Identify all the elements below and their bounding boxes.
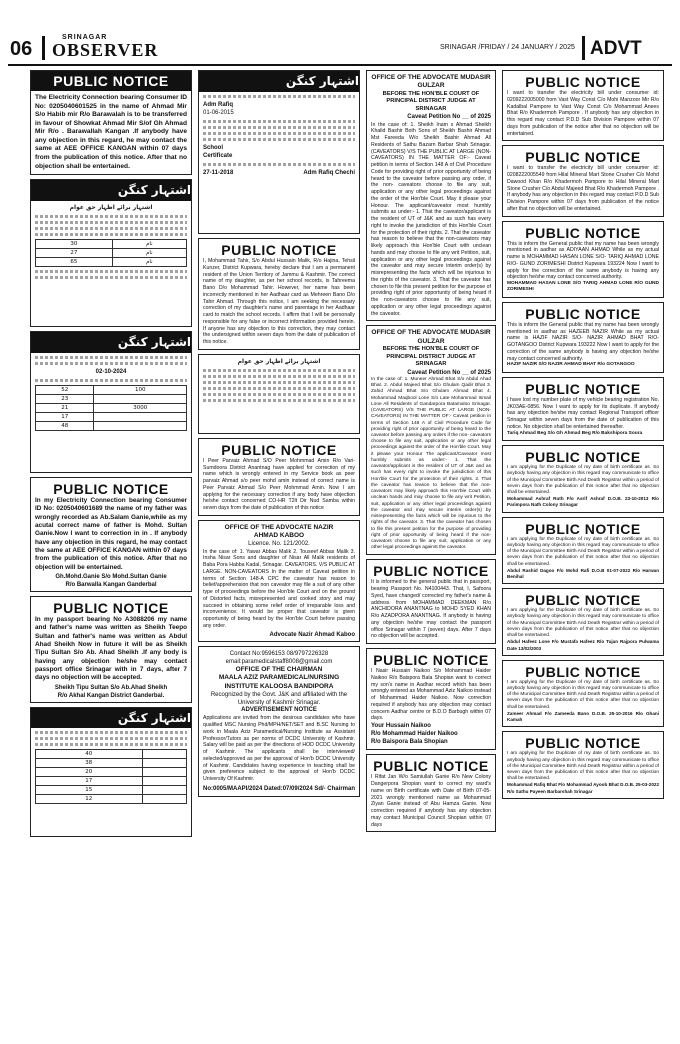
contact-email: email:paramedicalstaff8008@gmail.com (225, 658, 333, 665)
table-row (36, 786, 187, 795)
urdu-text-line (35, 233, 187, 236)
notice-body: In the case of: 1. Yawar Abbas Malik 2. Touseef Abbas Malik 3. Insha Nisar Sons and daughter of Nisar All Malik residents of Baba Pora Habba Kadal, Srinagar. CAVEATORS. V/S PUBLIC AT LARGE. NON-CAVEATORS In the matter of Caveat petition in terms of Section 148-A CPC the caveator has reason to belief/apprehension that non caveator may file a suit of any other type of proceedings before the Hon'ble Court and on the ground of Distorted facts, misrepresented and cooked story and may succeed in obtaining some relief order of irreparable loss and inconvenience. It would be proper that caveator is given opportunity of being heard by the Hon'ble Court before passing any order. (203, 548, 355, 629)
notice-body: I, Mohammad Tahir, S/o Abdul Hussain Malik, R/o Hajina, Tehsil Kunzer, District Kupwara, hereby declare that I am a permanent resident of the Union Territory of Jammu & Kashmir. The correct name of my daughter, as per her school records, is Tahreema Bano D/o Mohammad Tahir. However, her name has been incorrectly mentioned in her Aadhaar card as Mehreen Bano D/o Tahir Ahmad. Through this notice, I am seeking the necessary correction of my daughter's name and parentage in her Aadhaar card to match the school records. I affirm that I will be personally responsible for any false or incorrect information provided herein. If anyone has any objection to this correction, they may contact the undersigned within seven days from the date of publication of this notice. (203, 258, 355, 345)
table-cell: 38 (36, 759, 143, 768)
notice-title: PUBLIC NOTICE (525, 449, 641, 466)
notice-body: In the case of: 1. Muneer Ahmad Bhat S/o Abdul Ahad Bhat. 2. Abdul Majeed Bhat S/o Ghulam Qadir Bhat 3. Zahid Ahmad Bhat S/o Ghulam Ahmad Bhat 4. Mohammad Maqbool Lone S/o Late Mohammad Ismail Lone All Residents of Gandarpora Batamaloo Srinagar. (CAVEATORS) V/S THE PUBLIC AT LARGE (NON-CAVEATORS) IN THE MATTER OF:- Caveat petition in terms of Section 148 A of Civil Procedure Code for providing right of prior opportunity of being heard to the caveator before passing any orders if the non- caveators choose to file any suit, application or any other legal proceedings against the order of the Hon'ble Court. May it please your Honour The applicant/Caveator most humbly submits as under:- 1. That the caveator/applicant is the resident of UT of J&K and as such has every right to invoke the jurisdiction of this Hon'ble Court for the protection of their rights. 2. That the caveator has reason to believe that the non-caveators may likely approach this Hon'ble Court with unclean hands and may choose to file any writ Petition, suit, application or any other legal proceedings against the caveator and may secure interim order(s) by misrepresenting the facts which will be injurious to the rights of the caveator. 3. That the caveator has chosen to file this present petition for the purpose of providing right of prior opportunity of being heard if the non-caveators choose to file any suit, application or any other legal proceedings against the caveator. (371, 376, 491, 551)
notice-body: In my passport bearing No A3088206 my name and father's name was written as Sheikh Teepo Sultan and father's name was written as Abdul Ahad Sheikh Now in future it will be as Sheikh Tipu Sultan S/o Ab. Ahad Sheikh .If any body is having any objection he/she may contact passport office Srinagar with in 7 days, after 7 days no objection will be accepted. (35, 616, 187, 682)
table-cell: 30 (36, 240, 113, 249)
urdu-text-line (203, 95, 355, 98)
notice-signature: Abdul Hafeez Lone F/o Mustafa Hafeez R/o Tujan Rajpora Pulwama Date 13/02/2003 (507, 639, 659, 651)
notice-body: I am applying for the Duplicate of my date of birth certificate as. So anybody having any objection in this regard may communicate to office of the Municipal Committee Birth And Death Registrar within a period of seven days from the publication of this notice after that no objection shall be entertained. (507, 751, 659, 782)
notice-title: PUBLIC NOTICE (373, 758, 489, 775)
contact-number: Contact No:9596153 08/9797226328 (229, 650, 329, 657)
notice-signature: Mohammad Rafiq Bhat F/o Mohammad Ayoob Bhat D.O.B. 25-03-2022 R/o Sathu Payeen Barbarshah Srinagar (507, 782, 659, 794)
urdu-text-line (35, 356, 187, 359)
table-cell (142, 759, 186, 768)
notice-body: I Nasir Hussain Naikoo S/o Mohammad Haider Naikoo R/o Baispora Bala Shopian want to correct my son's name in Aadhar record which has been wrongly entered as Mohammad Aziz Naikoo instead of Mohammad Haider Naikoo. Now correction required if anybody has any objection may contact concern Aadhar centre or B.D.O Barbugh within 07 days. (371, 668, 491, 722)
column-3 (366, 70, 496, 836)
advocate-kaboo-notice (198, 520, 360, 642)
section-tag: ADVT (590, 38, 642, 59)
public-notice-electricity-2 (502, 145, 664, 216)
urdu-text-line (35, 731, 187, 734)
urdu-text-line (203, 132, 355, 135)
advocate-office-title: OFFICE OF THE ADVOCATE MUDASIR GULZAR (371, 329, 491, 345)
public-notice-aadhaar-daughter (198, 238, 360, 350)
urdu-notice-2 (198, 354, 360, 434)
table-cell (142, 786, 186, 795)
notice-body: I have lost my number plate of my vehicle bearing registration No. JK03AE-0856. Now I want to apply for its duplicate. If anybody has any objection he/she may contact Regional Transport officer Srinagar within seven days from the date of publication of this notice. No objection shall be entertained thereafter. (507, 396, 659, 430)
advocate-office-title: OFFICE OF THE ADVOCATE MUDASIR GULZAR (371, 74, 491, 90)
notice-signature: HAZIF NAZIR S/O NAZIR AHMAD BHAT R/o GOTANGOO (507, 362, 635, 368)
notice-title: PUBLIC NOTICE (525, 74, 641, 90)
urdu-notice-1 (30, 179, 192, 327)
public-notice-number-plate (502, 377, 664, 441)
notice-title: PUBLIC NOTICE (53, 600, 169, 617)
urdu-notice-name: Adm Rafiq (203, 101, 233, 108)
page-number: 06 (10, 38, 33, 60)
advocate-office-title: OFFICE OF THE ADVOCATE NAZIR (224, 523, 334, 531)
paper-prefix: SRINAGAR (62, 34, 108, 41)
urdu-text-line (35, 270, 187, 273)
notice-signature: Zameer Ahmad F/o Zameeda Bano D.O.B. 25-10-2016 R/o Ghani Kamah (507, 710, 659, 723)
public-notice-electricity-1 (502, 70, 664, 141)
table-row (36, 750, 187, 759)
public-notice-aadhar-son (366, 648, 496, 750)
public-notice-aadhar-2 (502, 302, 664, 373)
notice-signature: R/o Baispora Bala Shopian (371, 739, 448, 746)
court-title: BEFORE THE HON'BLE COURT OF PRINCIPAL DISTRICT JUDGE AT SRINAGAR (382, 346, 480, 368)
table-cell (142, 750, 186, 759)
notice-body: I am applying for the Duplicate of my date of birth certificate as. So anybody having any objection in this regard may communicate to office of the Municipal Committee Birth And Death Registrar within a period of seven days from the publication of this notice after that no objection shall be entertained. (507, 608, 659, 639)
urdu-notice-head: اشتہار برائے اظہار حق عوام (69, 203, 153, 211)
urdu-notice-3 (30, 707, 192, 837)
urdu-text-line (203, 126, 355, 129)
notice-signature: Tariq Ahmad Beg S/o Gh Ahmad Beg R/o Bakshipora Soura (507, 430, 643, 436)
petition-number: Caveat Petition No __ of 2025 (407, 114, 491, 121)
public-notice-dob-2 (502, 517, 664, 585)
table-cell: 17 (36, 412, 94, 421)
notice-title: PUBLIC NOTICE (373, 563, 489, 580)
notice-body: Applications are invited from the desirous candidates who have qualified MSC Nursing Phd/MPH/NET/SET and B.SC Nursing to work in Maala Aziz Paramedical/Nursing Institute as Assistant Professor/Tutors as per norms of DCDC University of Kashmir. Salary will be paid as per the directions of HOD DCDC University of Kashmir. The applicants shall be interviewed/ selected/approved as per the approval of Hon'b DCDC University of Kashmir. Candidates having experience in teaching shall be given preference subject to the approval of Hon'b DCDC University Of Kashmir. (203, 715, 355, 783)
table-row (36, 394, 187, 403)
urdu-notice-2 (30, 331, 192, 473)
public-notice-dob-1 (502, 445, 664, 513)
table-cell: 27 (36, 249, 113, 258)
urdu-text-line (203, 120, 355, 123)
caveat-petition-2 (366, 325, 496, 555)
table-cell: 3000 (94, 403, 187, 412)
table-cell: 65 (36, 258, 113, 267)
urdu-notice-title: اشتہار برائے اظہار حق عوام (237, 357, 321, 365)
table-cell: 100 (94, 385, 187, 394)
reference-number: No:0005/MAAPI/2024 Dated:07/09/2024 (203, 785, 313, 792)
table-cell: 21 (36, 403, 94, 412)
urdu-notice-title: اشتہار کنگن (31, 708, 191, 729)
urdu-text-line (35, 743, 187, 746)
urdu-text-line (203, 375, 355, 378)
urdu-text-line (203, 381, 355, 384)
column-4 (502, 70, 664, 803)
dateline: SRINAGAR /FRIDAY / 24 JANUARY / 2025 (440, 44, 575, 51)
public-notice-passport-safoora (366, 559, 496, 644)
notice-body: I am applying for the Duplicate of my date of birth certificate as. So anybody having any objection in this regard may communicate to office of the Municipal Committee Birth And Death Registrar within a period of seven days from the publication of this notice after that no objection shall be entertained. (507, 679, 659, 710)
notice-body: I am applying for the Duplicate of my date of birth certificate as. So anybody having any objection in this regard may communicate to office of the Municipal Committee Birth And Death Registrar within a period of seven days from the publication of this notice after that no objection shall be entertained. (507, 536, 659, 567)
table-cell: 48 (36, 421, 94, 430)
table-cell: 15 (36, 786, 143, 795)
urdu-text-line (35, 227, 187, 230)
urdu-notice-title: اشتہار کنگن (199, 71, 359, 92)
notice-signature: MOHAMMAD HASAN LONE S/O TARIQ AHMAD LONE R/O GUND ZORIMESHI (507, 281, 659, 293)
table-row (36, 385, 187, 394)
notice-body: I am applying for the Duplicate of my date of birth certificate as. So anybody having any objection in this regard may communicate to office of the Municipal Committee Birth And Death Registrar within a period of seven days from the publication of this notice after that no objection shall be entertained. (507, 465, 659, 496)
urdu-notice-school (198, 70, 360, 234)
notice-body: It is informed to the general public that in passport, bearing Passport No. N4100443. That, I, Safoora Syed, have changed/ corrected my father's name & address from MOHAMMAD DEEKMAN R/o ANCHIDORA ANANTNAG to MOHD SYED KHAN R/o AZADPORA ANANTNAG. If anybody is having any objection he/she may contact the passport office Srinagar within 7 (seven) days. After 7 days no objection will be accepted. (371, 579, 491, 640)
table-cell: 23 (36, 394, 94, 403)
advertisement-notice-paramedical (198, 646, 360, 797)
urdu-table (35, 239, 187, 267)
notice-title: PUBLIC NOTICE (525, 520, 641, 537)
notice-body: I Rifat Jan W/o Samiullah Ganie R/o New Colony Dangerpora Shopian want to correct my ward's name on Birth certificate with Date of Birth 07-05-2021 wrongly mentioned name as Mohammad Ziyan Ganie instead of Abu Hamza Ganie. Now correction required if anybody has any objection may contact Municipal Council Shopian within 07 days (371, 774, 491, 828)
table-row (36, 240, 187, 249)
court-title: BEFORE THE HON'BLE COURT OF PRINCIPAL DISTRICT JUDGE AT SRINAGAR (382, 90, 480, 112)
table-row (36, 795, 187, 804)
urdu-notice-school: School (203, 144, 224, 151)
urdu-text-line (203, 369, 355, 372)
notice-signature: Sheikh Tipu Sultan S/o Ab.Ahad Sheikh (54, 684, 168, 691)
notice-title: PUBLIC NOTICE (525, 592, 641, 609)
urdu-text-line (203, 387, 355, 390)
notice-signature: R/o Akhal Kangan District Ganderbal. (57, 692, 165, 699)
table-cell (94, 394, 187, 403)
masthead (0, 0, 680, 64)
table-cell (94, 412, 187, 421)
notice-signature: Your Hussain Naikoo (371, 723, 431, 730)
urdu-text-line (35, 215, 187, 218)
public-notice-electricity-transfer (30, 70, 192, 175)
notice-body: In my Electricity Connection bearing Consumer ID No: 0205040601689 the name of my father was wrongly recorded as Ab.Salam Ganie,while as my acutal correct name of father is Mohd. Sultan Ganie.Now I want to correction in in . If anybody have any objection in this regard, he may contact the same at AEE OFFICE KANGAN within 07 days from the publication of this notice. After that no objection will be entertained. (35, 497, 187, 571)
notice-footer (203, 785, 355, 793)
table-cell: 40 (36, 750, 143, 759)
table-cell: 52 (36, 385, 94, 394)
urdu-notice-dob: 01-06-2015 (203, 109, 234, 116)
urdu-notice-title: اشتہار کنگن (31, 180, 191, 201)
urdu-table (35, 749, 187, 804)
urdu-text-line (203, 163, 355, 166)
urdu-text-line (35, 362, 187, 365)
table-cell (142, 777, 186, 786)
urdu-notice-date: 27-11-2018 (203, 170, 234, 177)
notice-title: PUBLIC NOTICE (525, 224, 641, 241)
urdu-text-line (203, 393, 355, 396)
notice-title: PUBLIC NOTICE (221, 441, 337, 458)
table-cell (142, 768, 186, 777)
notice-title: PUBLIC NOTICE (525, 735, 641, 752)
public-notice-dob-5 (502, 731, 664, 799)
public-notice-passport (30, 596, 192, 703)
notice-signature: Sd/- Chairman (314, 785, 355, 792)
notice-body: The Electricity Connection bearing Consumer ID No: 0205040601525 in the name of Ahmad Mir S/o Habib mir R/o Barawalah is to be transferred in favour of Showkat Ahmad Mir S/of Gh Ahmad Mir R/o . Barawallah Kangan .If anybody have any objection in this regard, he may contact the same at AEE OFFICE KANGAN within 07 days from the publication of this notice. After that no objection shall be entertained. (35, 94, 187, 170)
notice-signature: R/o Barwalla Kangan Ganderbal (65, 582, 157, 589)
notice-signature: Abdul Rashid Dagoo F/o Mohd Rafi D.O.B 01-07-2022 R/o Harwan Benihal (507, 567, 659, 580)
table-cell: 17 (36, 777, 143, 786)
notice-title: PUBLIC NOTICE (525, 305, 641, 322)
public-notice-dob-3 (502, 588, 664, 656)
table-cell: 12 (36, 795, 143, 804)
advocate-licence: Licence. No. 121/2002. (248, 540, 310, 547)
notice-title: PUBLIC NOTICE (221, 242, 337, 258)
notice-title: PUBLIC NOTICE (525, 149, 641, 166)
urdu-notice-issuer: Adm Rafiq Chechi (303, 170, 355, 177)
column-2 (198, 70, 360, 801)
urdu-text-line (35, 221, 187, 224)
notice-signature: Mohammad Ashraf Ruth F/o Asrif Ashraf D.O.B. 23-10-2013 R/o Parimpora Nath Colony Srinagar (507, 496, 659, 508)
notice-body: I Peer Parvaiz Ahmad S/O Peer Mohmmad Amin R/o Vari-Sumdoora District Anantnag have applied for correction of my name which is wrongly entered in my Service book as peer parvaiz Ahmad s/o peer mohd amin instead of correct name is Peer Parvaiz Ahmad S/o Peer Mohmmad Amin. Now I am applying for the necessary correction if any body have objection he/she contact concerned CO-HR T2lt Dir Nud Samba within seven days from the date of publication of this notice (203, 457, 355, 511)
table-row (36, 258, 187, 267)
table-cell (94, 421, 187, 430)
public-notice-service-book (198, 438, 360, 516)
notice-signature: Gh.Mohd.Ganie S/o Mohd.Sultan Ganie (55, 574, 167, 581)
table-row (36, 249, 187, 258)
masthead-rule (8, 64, 672, 66)
table-row (36, 759, 187, 768)
table-row (36, 768, 187, 777)
column-1 (30, 70, 192, 841)
notice-signature: Advocate Nazir Ahmad Kaboo (269, 631, 355, 638)
advertisement-heading: ADVERTISEMENT NOTICE (241, 707, 317, 714)
urdu-notice-footer (203, 169, 355, 177)
table-cell: نام (112, 249, 186, 258)
table-row (36, 421, 187, 430)
urdu-text-line (35, 379, 187, 382)
public-notice-dob-4 (502, 660, 664, 728)
urdu-notice-title: اشتہار کنگن (31, 332, 191, 353)
table-cell: نام (112, 258, 186, 267)
notice-title: PUBLIC NOTICE (53, 481, 169, 498)
notice-title: PUBLIC NOTICE (525, 380, 641, 397)
public-notice-aadhar-1 (502, 221, 664, 298)
table-row (36, 412, 187, 421)
urdu-notice-certificate: Certificate (203, 153, 233, 160)
notice-body: This is inform the General public that my name has been wrongly mentioned in aadhar as HAZEEB NAZIR While as my actual name is HAZIF NAZIR S/O- NAZIR AHMAD BHAT R/O- GOTANGOO District Kupwara 193222 Now I want to apply for the correction of the same anybody is having any objection he/she may contact concerned authority. (507, 321, 659, 362)
petition-number: Caveat Petition No __ of 2025 (407, 369, 491, 376)
notice-body: In the case of: 1. Sheikh Inam s Ahmad Sheikh Khalid Bashir Both Sons of Sheikh Bashir Ahmad Mst Fareeda W/o Sheikh Bashir Ahmad All Residents of Sathu Bazarn Barbar Shah Srinagar. (CAVEATORS) V/S THE PUBLIC AT LARGE (NON-CAVEATORS) IN THE MATTER OF:- Caveat petition in terms of Section 148 A of Civil Procedure Code for providing right of prior opportunity of being heard to the caveator before passing any order, if the non- caveators choose to file any suit, application or any other legal proceedings against the order of the Hon'ble Court. May it please your Honour. The applicant/caveator most humbly submits as under:- 1. That the caveator/applicant is the resident of UT of J&K and as such has every right to invoke the jurisdiction of this Hon'ble Court for the protection of their rights. 2. That the caveator has reason to believe that the non-caveators may likely approach this Hon'ble Court with unclean hands and may choose to file any writ Petition, suit, application or any other legal proceedings against the caveator and may secure interim order(s) by misrepresenting the facts which will be injurious to the rights of the caveator. 3. That the caveator has chosen to file this present petition for the purpose of providing right of prior opportunity of being heard if the non-caveators choose to file any suit, application or any other legal proceedings against the caveator. (371, 121, 491, 317)
table-row (36, 777, 187, 786)
public-notice-father-name (30, 477, 192, 592)
notice-title: PUBLIC NOTICE (525, 663, 641, 680)
table-cell (142, 795, 186, 804)
notice-title: PUBLIC NOTICE (373, 652, 489, 669)
recognition-text: Recognized by the Govt. J&K and affiliated with the University of Kashmir Srinagar. (210, 692, 348, 707)
notice-title: PUBLIC NOTICE (31, 71, 191, 91)
caveat-petition-1 (366, 70, 496, 321)
table-cell: 20 (36, 768, 143, 777)
institute-name: MAALA AZIZ PARAMEDICAL/NURSING INSTITUTE KALOOSA BANDIPORA (218, 674, 340, 690)
office-title: OFFICE OF THE CHAIRMAN (235, 665, 323, 673)
advocate-name: AHMAD KABOO (253, 532, 305, 540)
paper-name: OBSERVER (52, 40, 159, 60)
table-cell: نام (112, 240, 186, 249)
urdu-table (35, 385, 187, 431)
masthead-divider-right (582, 36, 585, 60)
public-notice-birth-certificate (366, 754, 496, 832)
notice-signature: R/o Mohammad Haider Naikoo (371, 731, 458, 738)
notice-body: I want to transfer the electricity bill under consumer id: 0208222005549 from Hilal Mineral Mart Stone Crusher C/o Mohd Dawood Khan R/o Khadermoh Pampore to Hilal Mineral Mart Stone Crusher C/o Abdul Majeed Bhat R/o Khadermoh Pampore . If anybody has any objection in this regard may contact P.D.D Sub Division Pampore within 07 days from publication of the notice after that no objection will be entertained. (507, 165, 659, 212)
urdu-text-line (203, 399, 355, 402)
table-row (36, 403, 187, 412)
notice-body: I want to transfer the electricity bill under consumer id: 0209222005000 from Vast Way Const C/o Mohi Manzoor Mir R/o Kadalbal Pampore to Vast Way Const C/o Mohammad Anees Bhat R/o Khadermoh Pampore . If anybody has any objection in this regard may contact P.D.D Sub Division Pampore within 07 days from publication of the notice after that no objection will be entertained. (507, 90, 659, 137)
notice-body: This is inform the General public that my name has been wrongly mentioned in aadhar as ADIYAAN AHMAD While as my actual name is MOHAMMAD HASAN LONE S/O- TARIQ AHMAD LONE R/O- GUND ZORIMESHI District Kupwara 193224 Now I want to apply for the correction of the same anybody is having any objection he/she may contact concerned authority. (507, 240, 659, 281)
masthead-divider (42, 36, 45, 60)
urdu-notice-date: 02-10-2024 (95, 368, 127, 375)
urdu-text-line (203, 138, 355, 141)
urdu-text-line (35, 276, 187, 279)
urdu-text-line (35, 737, 187, 740)
